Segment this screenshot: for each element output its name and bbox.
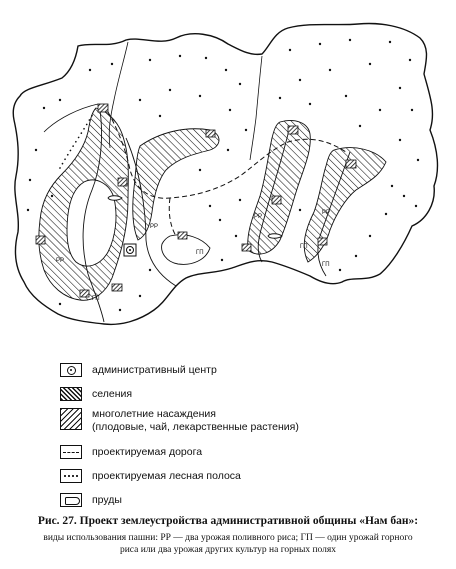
upland-dot (359, 125, 361, 127)
upland-dot (29, 179, 31, 181)
plantation-icon (60, 408, 82, 430)
legend-item-ponds (60, 490, 122, 510)
upland-dot (389, 41, 391, 43)
map-label-pp: РР (56, 258, 65, 264)
upland-dot (229, 109, 231, 111)
legend-label: проектируемая дорога (92, 445, 203, 458)
upland-dot (221, 259, 223, 261)
upland-dot (149, 59, 151, 61)
legend-label (92, 408, 299, 434)
projected-road-branch (169, 198, 176, 236)
upland-dot (309, 103, 311, 105)
upland-dot (239, 199, 241, 201)
settlement-icon (60, 387, 82, 401)
forest-strip-icon (60, 469, 82, 483)
figure-caption-body (10, 533, 446, 556)
upland-dot (391, 185, 393, 187)
upland-dot (355, 255, 357, 257)
legend-label: проектируемая лесная полоса (92, 469, 241, 482)
upland-dot (59, 303, 61, 305)
legend-label-note: (плодовые, чай, лекарственные растения) (92, 421, 299, 433)
upland-dot (169, 89, 171, 91)
legend-label: пруды (92, 493, 122, 506)
legend-item-center (60, 360, 217, 380)
upland-dot (139, 295, 141, 297)
map-label-gp: ГП (196, 250, 204, 256)
upland-dot (149, 269, 151, 271)
upland-dot (119, 309, 121, 311)
legend-item-settlements (60, 384, 132, 404)
map-label-pp: РР (322, 210, 331, 216)
upland-dot (403, 195, 405, 197)
upland-dot (339, 269, 341, 271)
upland-dot (27, 209, 29, 211)
upland-dot (227, 149, 229, 151)
upland-dot (245, 129, 247, 131)
upland-dot (139, 99, 141, 101)
figure-caption-title: Рис. 27. Проект землеустройства административной общины «Нам бан»: (37, 515, 419, 527)
map-label-gp: ГП (300, 244, 308, 250)
map-label-pp: РР (150, 224, 159, 230)
upland-dot (379, 109, 381, 111)
caption-line: виды использования пашни: РР — два урожая поливного риса; ГП — один урожай горного (43, 533, 413, 543)
upland-dot (89, 69, 91, 71)
upland-dot (345, 95, 347, 97)
legend-item-road (60, 442, 202, 462)
upland-dot (399, 139, 401, 141)
upland-dot (111, 63, 113, 65)
upland-dot (35, 149, 37, 151)
upland-dot (289, 49, 291, 51)
legend-label: селения (92, 387, 133, 400)
upland-dot (209, 205, 211, 207)
legend-item-forest (60, 466, 241, 486)
upland-dot (235, 235, 237, 237)
map-label-gp: ГП (322, 262, 330, 268)
upland-dot (417, 159, 419, 161)
administrative-center-icon (60, 363, 82, 377)
legend-label: административный центр (92, 363, 217, 376)
map-label-gp: ГП (92, 296, 100, 302)
caption-line: риса или два урожая других культур на горных полях (119, 544, 337, 555)
upland-dot (225, 69, 227, 71)
pond-icon (60, 493, 82, 507)
upland-dot (43, 107, 45, 109)
upland-dot (415, 205, 417, 207)
upland-dot (369, 235, 371, 237)
map-label-pp: РР (254, 214, 263, 220)
road-icon (60, 445, 82, 459)
upland-dot (279, 97, 281, 99)
administrative-center-icon (124, 244, 136, 256)
upland-dot (219, 219, 221, 221)
upland-dot (409, 59, 411, 61)
upland-dot (205, 57, 207, 59)
legend-item-plantations (60, 408, 299, 438)
upland-dot (411, 109, 413, 111)
upland-dot (239, 83, 241, 85)
upland-dot (299, 209, 301, 211)
upland-dot (329, 69, 331, 71)
upland-dot (319, 43, 321, 45)
upland-dot (349, 39, 351, 41)
upland-dot (399, 87, 401, 89)
upland-dot (369, 63, 371, 65)
upland-dot (199, 95, 201, 97)
upland-dot (299, 79, 301, 81)
upland-dot (179, 55, 181, 57)
upland-dot (59, 99, 61, 101)
upland-dot (385, 213, 387, 215)
upland-dot (199, 169, 201, 171)
legend-label-main: многолетние насаждения (92, 408, 216, 420)
upland-dot (51, 195, 53, 197)
upland-dot (159, 115, 161, 117)
